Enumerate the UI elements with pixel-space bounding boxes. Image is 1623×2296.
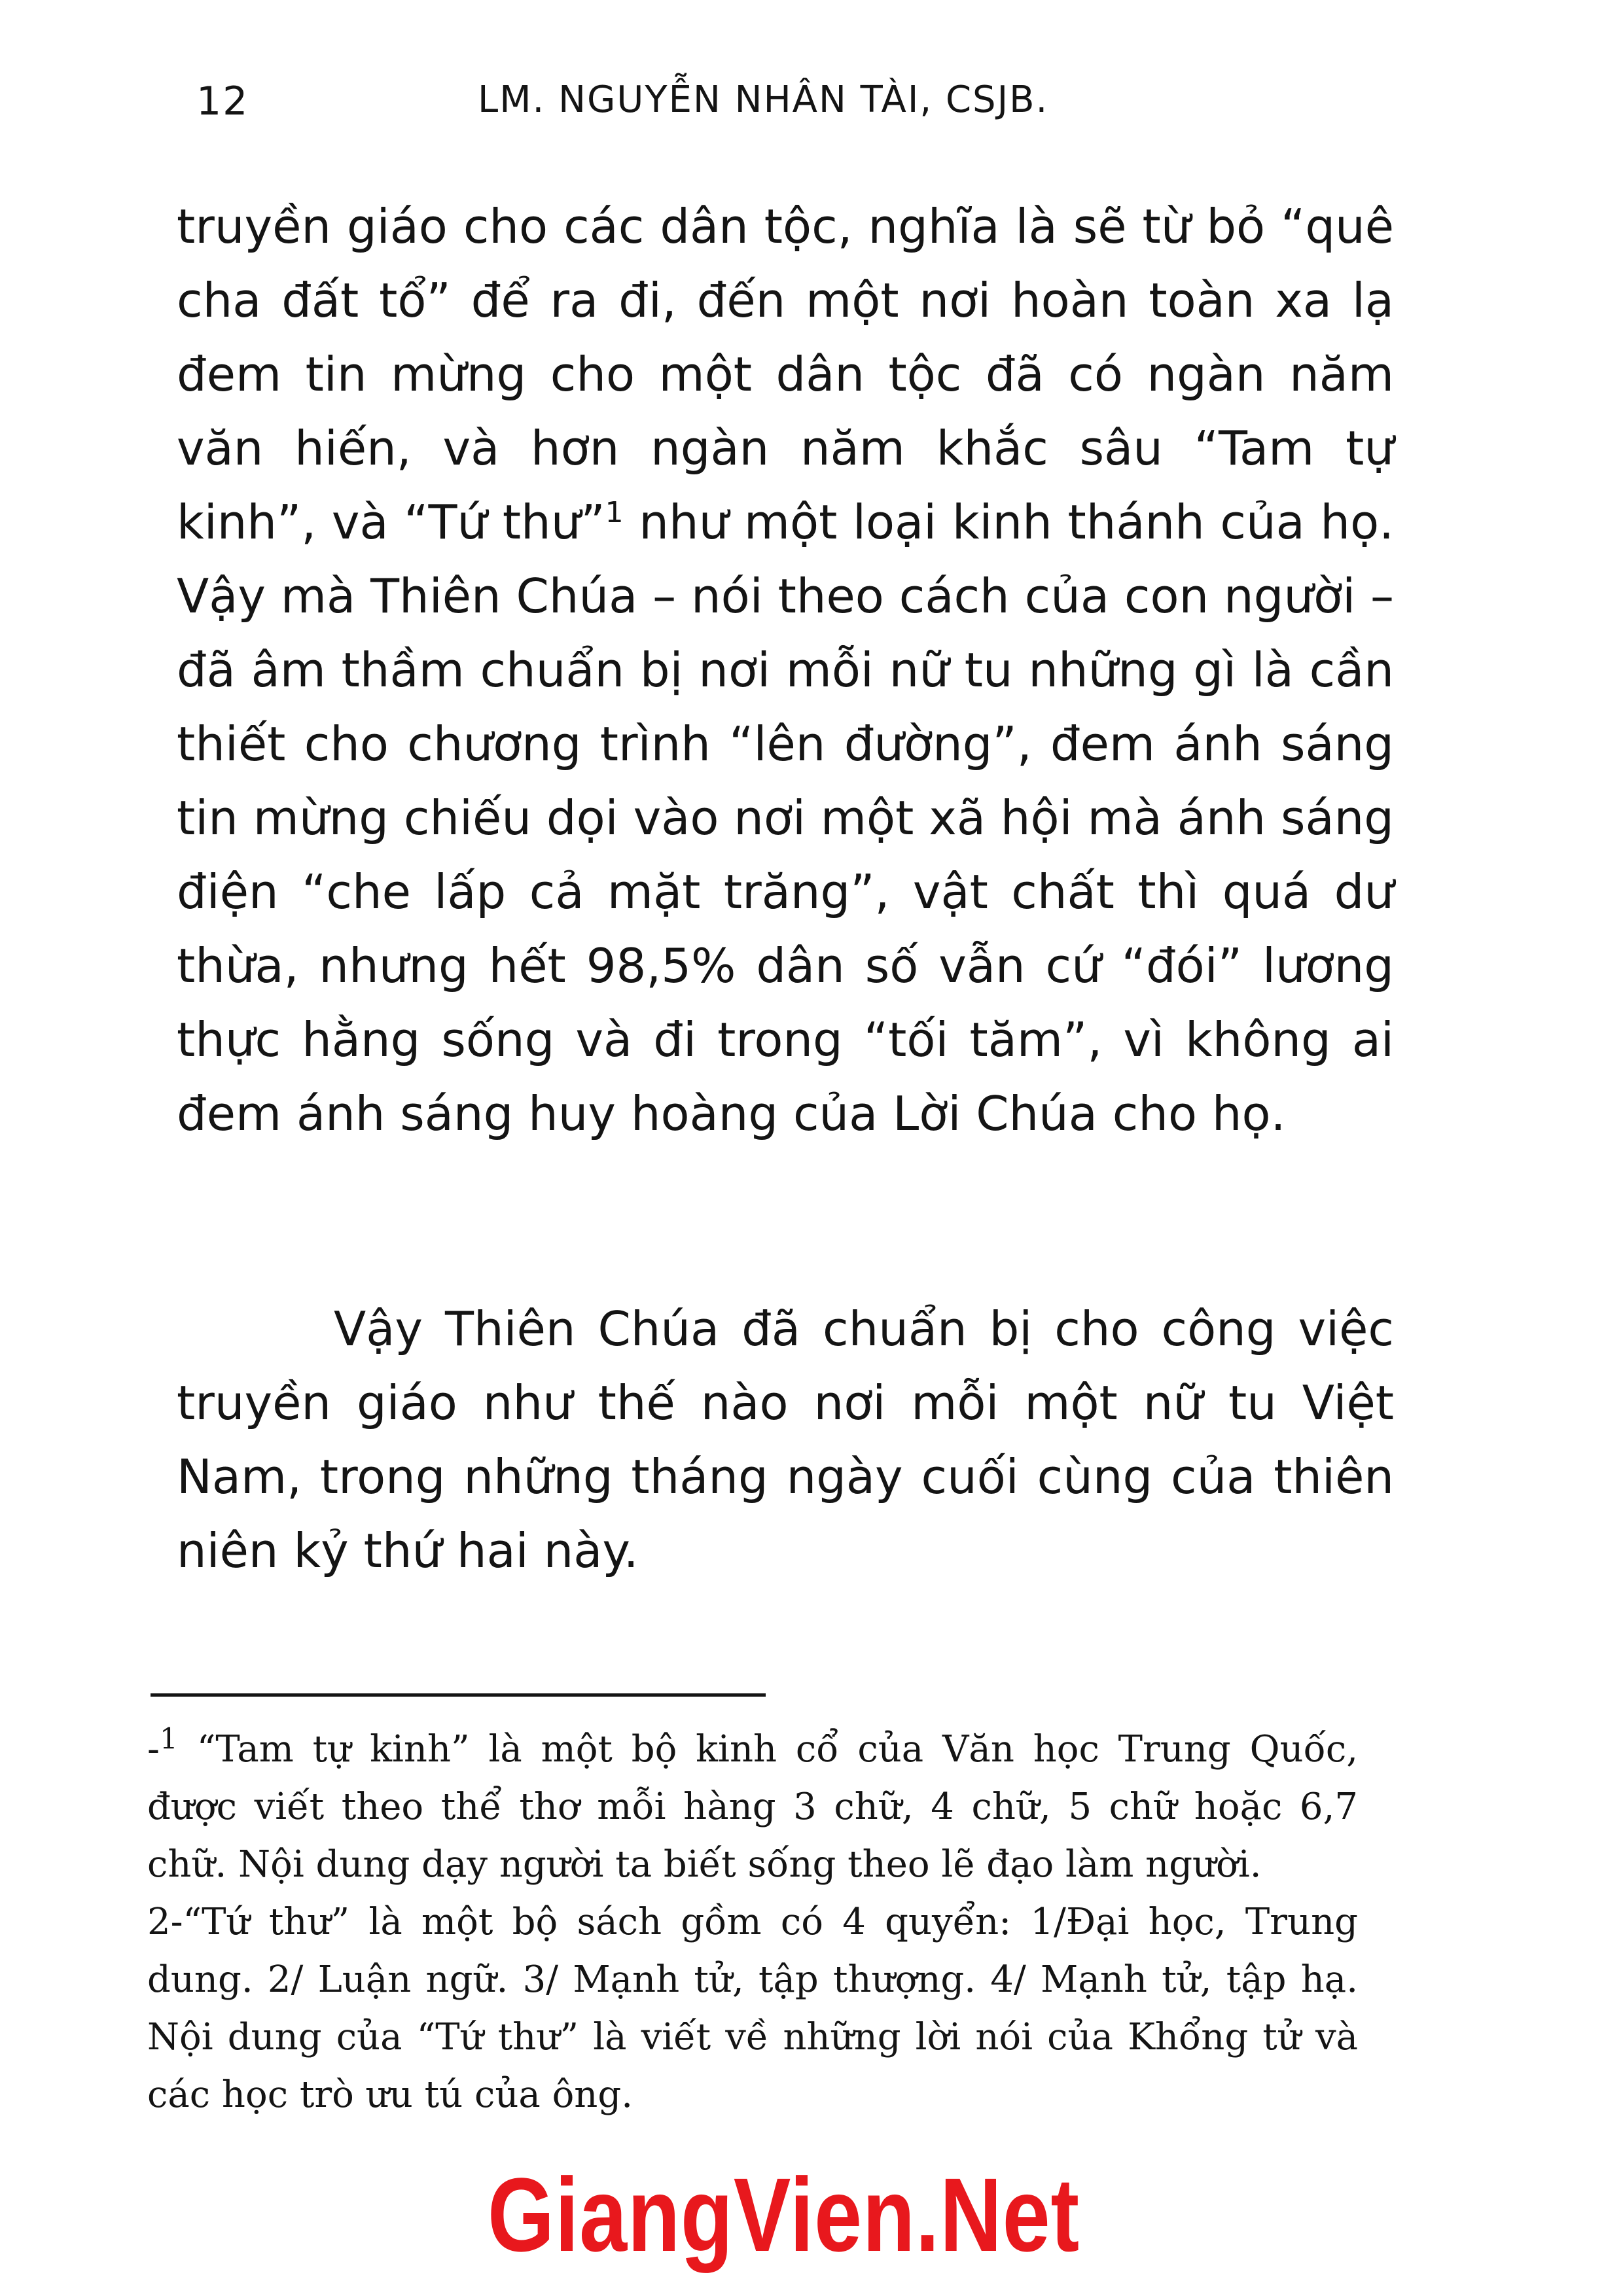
body-paragraph-1 (177, 190, 1394, 1151)
footnote-1 (147, 1721, 1358, 1894)
page-number: 12 (196, 79, 249, 124)
body-paragraph-2: Vậy Thiên Chúa đã chuẩn bị cho công việc truyền giáo như thế nào nơi mỗi một nữ tu Việt Nam, trong những tháng ngày cuối cùng của thiên niên kỷ thứ hai này. (177, 1301, 1394, 1578)
watermark-logo: GiangVien.Net (488, 2156, 1080, 2273)
footnote-1-marker: 1 (159, 1722, 178, 1756)
footnote-separator (151, 1693, 766, 1697)
footnote-2: 2-“Tứ thư” là một bộ sách gồm có 4 quyển: 1/Đại học, Trung dung. 2/ Luận ngữ. 3/ Mạnh tử, tập thượng. 4/ Mạnh tử, tập hạ. Nội dung của “Tứ thư” là viết về những lời nói của Khổng tử và các học trò ưu tú của ông. (147, 1901, 1358, 2116)
footnote-1-text: “Tam tự kinh” là một bộ kinh cổ của Văn học Trung Quốc, được viết theo thể thơ mỗi hàng 3 chữ, 4 chữ, 5 chữ hoặc 6,7 chữ. Nội dung dạy người ta biết sống theo lẽ đạo làm người. (147, 1728, 1358, 1886)
paragraph1-text-a: truyền giáo cho các dân tộc, nghĩa là sẽ từ bỏ “quê cha đất tổ” để ra đi, đến một nơi hoàn toàn xa lạ đem tin mừng cho một dân tộc đã có ngàn năm văn hiến, và hơn ngàn năm khắc sâu “Tam tự kinh”, và “Tứ thư” (177, 199, 1394, 550)
footnote-1-prefix: - (147, 1728, 160, 1771)
running-head: LM. NGUYỄN NHÂN TÀI, CSJB. (478, 79, 1049, 121)
footnotes (147, 1721, 1358, 2124)
paragraph1-text-b: như một loại kinh thánh của họ. Vậy mà Thiên Chúa – nói theo cách của con người – đã âm thầm chuẩn bị nơi mỗi nữ tu những gì là cần thiết cho chương trình “lên đường”, đem ánh sáng tin mừng chiếu dọi vào nơi một xã hội mà ánh sáng điện “che lấp cả mặt trăng”, vật chất thì quá dư thừa, nhưng hết 98,5% dân số vẫn cứ “đói” lương thực hằng sống và đi trong “tối tăm”, vì không ai đem ánh sáng huy hoàng của Lời Chúa cho họ. (177, 495, 1395, 1141)
footnote-ref-1: 1 (605, 496, 624, 529)
